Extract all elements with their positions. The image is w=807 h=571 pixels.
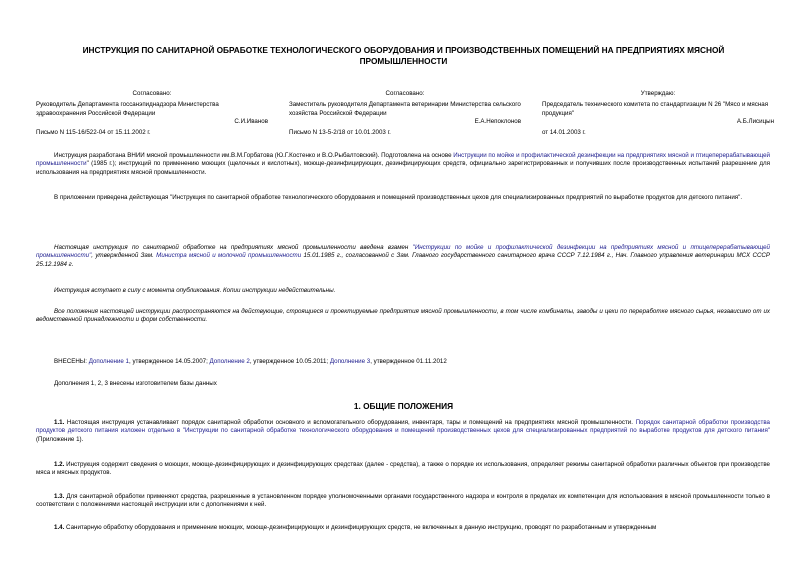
clause-text: Для санитарной обработки применяют средства, разрешенные в установленном порядке уполномоченными органами государственного надзора и контроля в пределах их компетенции для использования в мясной промышленности только в соответствии с положениями настоящей инструкции или с дополнениями к ней. [36,493,770,509]
clause-1-4 [36,524,770,532]
clause-text: (Приложение 1). [36,435,84,443]
ministry-link[interactable]: Министра мясной и молочной промышленности [156,252,302,260]
clause-text: Инструкция содержит сведения о моющих, моюще-дезинфицирующих и дезинфицирующих средствах (далее - средства), а также о порядке их использования, определяет режимы санитарной обработки различных объектов при производстве мяса и мясных продуктов. [36,461,770,477]
approvals-block [36,90,774,138]
replacement-text: , утвержденной Зам. [91,252,157,260]
approval-header: Согласовано: [132,90,172,97]
replacement-text: Настоящая инструкция по санитарной обработке на предприятиях мясной промышленности введена взамен [54,244,413,251]
effective-paragraph: Инструкция вступает в силу с момента опубликования. Копии инструкции недействительны. [54,287,336,294]
clause-number: 1.1. [54,419,65,426]
amendment-date: , утвержденное 01.11.2012 [370,358,447,365]
approval-column [36,90,268,137]
replacement-paragraph [36,244,770,269]
clause-text: Санитарную обработку оборудования и применение моющих, моюще-дезинфицирующих и дезинфицирующих средств, не включенных в данную инструкцию, проводят по разработанным и утвержденным [64,524,657,531]
scope-paragraph: Все положения настоящей инструкции распространяются на действующие, строящиеся и проектируемые предприятия мясной промышленности, в том числе комбинаты, заводы и цехи по переработке мясного сырья, независимо от их ведомственной принадлежности и форм собственности. [36,308,770,324]
clause-number: 1.2. [54,461,65,468]
approval-letter: Письмо N 115-16/522-04 от 15.11.2002 г. [36,128,151,136]
amendments-paragraph [36,358,770,366]
approval-column [542,90,774,137]
amendments-note: Дополнения 1, 2, 3 внесены изготовителем базы данных [54,380,217,387]
approval-column [289,90,521,137]
amendments-prefix: ВНЕСЕНЫ: [54,358,89,365]
section-heading: 1. ОБЩИЕ ПОЛОЖЕНИЯ [353,401,454,411]
document-title: ИНСТРУКЦИЯ ПО САНИТАРНОЙ ОБРАБОТКЕ ТЕХНОЛОГИЧЕСКОГО ОБОРУДОВАНИЯ И ПРОИЗВОДСТВЕННЫХ ПОМЕЩЕНИЙ НА ПРЕДПРИЯТИЯХ МЯСНОЙ ПРОМЫШЛЕННОСТИ [82,45,725,66]
approval-letter: от 14.01.2003 г. [542,128,586,136]
amendment-date: , утвержденное 14.05.2007; [129,358,210,365]
amendment-1-link[interactable]: Дополнение 1 [88,358,130,365]
approval-letter: Письмо N 13-5-2/18 от 10.01.2003 г. [289,128,391,136]
appendix-note-paragraph: В приложении приведена действующая "Инструкция по санитарной обработке технологического оборудования и помещений производственных цехов для специализированных предприятий по выработке продуктов для детского питания". [54,194,743,201]
amendment-date: , утвержденное 10.05.2011; [249,358,330,365]
amendment-3-link[interactable]: Дополнение 3 [329,358,371,365]
clause-number: 1.4. [54,524,65,531]
approval-position: Заместитель руководителя Департамента ветеринарии Министерства сельского хозяйства Российской Федерации [289,101,521,117]
intro-text: " (1985 г.); инструкций по применению моющих (щелочных и кислотных), моюще-дезинфицирующих, дезинфицирующих средств, официально зарегистрированных и получивших после производственных испытаний разрешение для использования на предприятиях мясной промышленности. [36,160,770,176]
clause-1-1 [36,419,770,444]
approval-header: Согласовано: [385,90,425,97]
approval-position: Председатель технического комитета по стандартизации N 26 "Мясо и мясная продукция" [542,101,769,117]
instruction-1985-link[interactable]: Инструкции по мойке и профилактической дезинфекции на предприятиях мясной и птицеперерабатывающей промышленности [36,152,770,168]
clause-1-3 [36,493,770,510]
approval-signer: А.Б.Лисицын [736,118,774,126]
approval-position: Руководитель Департамента госсанэпиднадзора Министерства здравоохранения Российской Федерации [36,101,219,117]
amendment-2-link[interactable]: Дополнение 2 [209,358,250,365]
replacement-text: 15.01.1985 г., согласованной с Зам. Главного государственного санитарного врача СССР 7.12.1984 г., Нач. Главного управления ветеринарии МСХ СССР 25.12.1984 г. [36,252,771,268]
clause-text: Настоящая инструкция устанавливает порядок санитарной обработки основного и вспомогательного оборудования, инвентаря, тары и помещений на предприятиях мясной промышленности. [64,419,636,426]
old-instruction-link[interactable]: "Инструкции по мойке и профилактической дезинфекции на предприятиях мясной и птицеперерабатывающей промышленности" [36,244,770,260]
approval-header: Утверждаю: [640,90,676,97]
children-food-instruction-link[interactable]: Порядок санитарной обработки производства продуктов детского питания изложен отдельно в "Инструкции по санитарной обработке технологического оборудования и помещений производственных цехов для специализированных предприятий по выработке продуктов для детского питания" [36,419,770,435]
intro-paragraph [36,152,770,177]
intro-text: Инструкция разработана ВНИИ мясной промышленности им.В.М.Горбатова (Ю.Г.Костенко и В.О.Рыбалтовский). Подготовлена на основе [54,152,454,159]
clause-1-2 [36,461,770,478]
clause-number: 1.3. [54,493,65,500]
approval-signer: С.И.Иванов [234,118,268,126]
approval-signer: Е.А.Непоклонов [474,118,521,126]
